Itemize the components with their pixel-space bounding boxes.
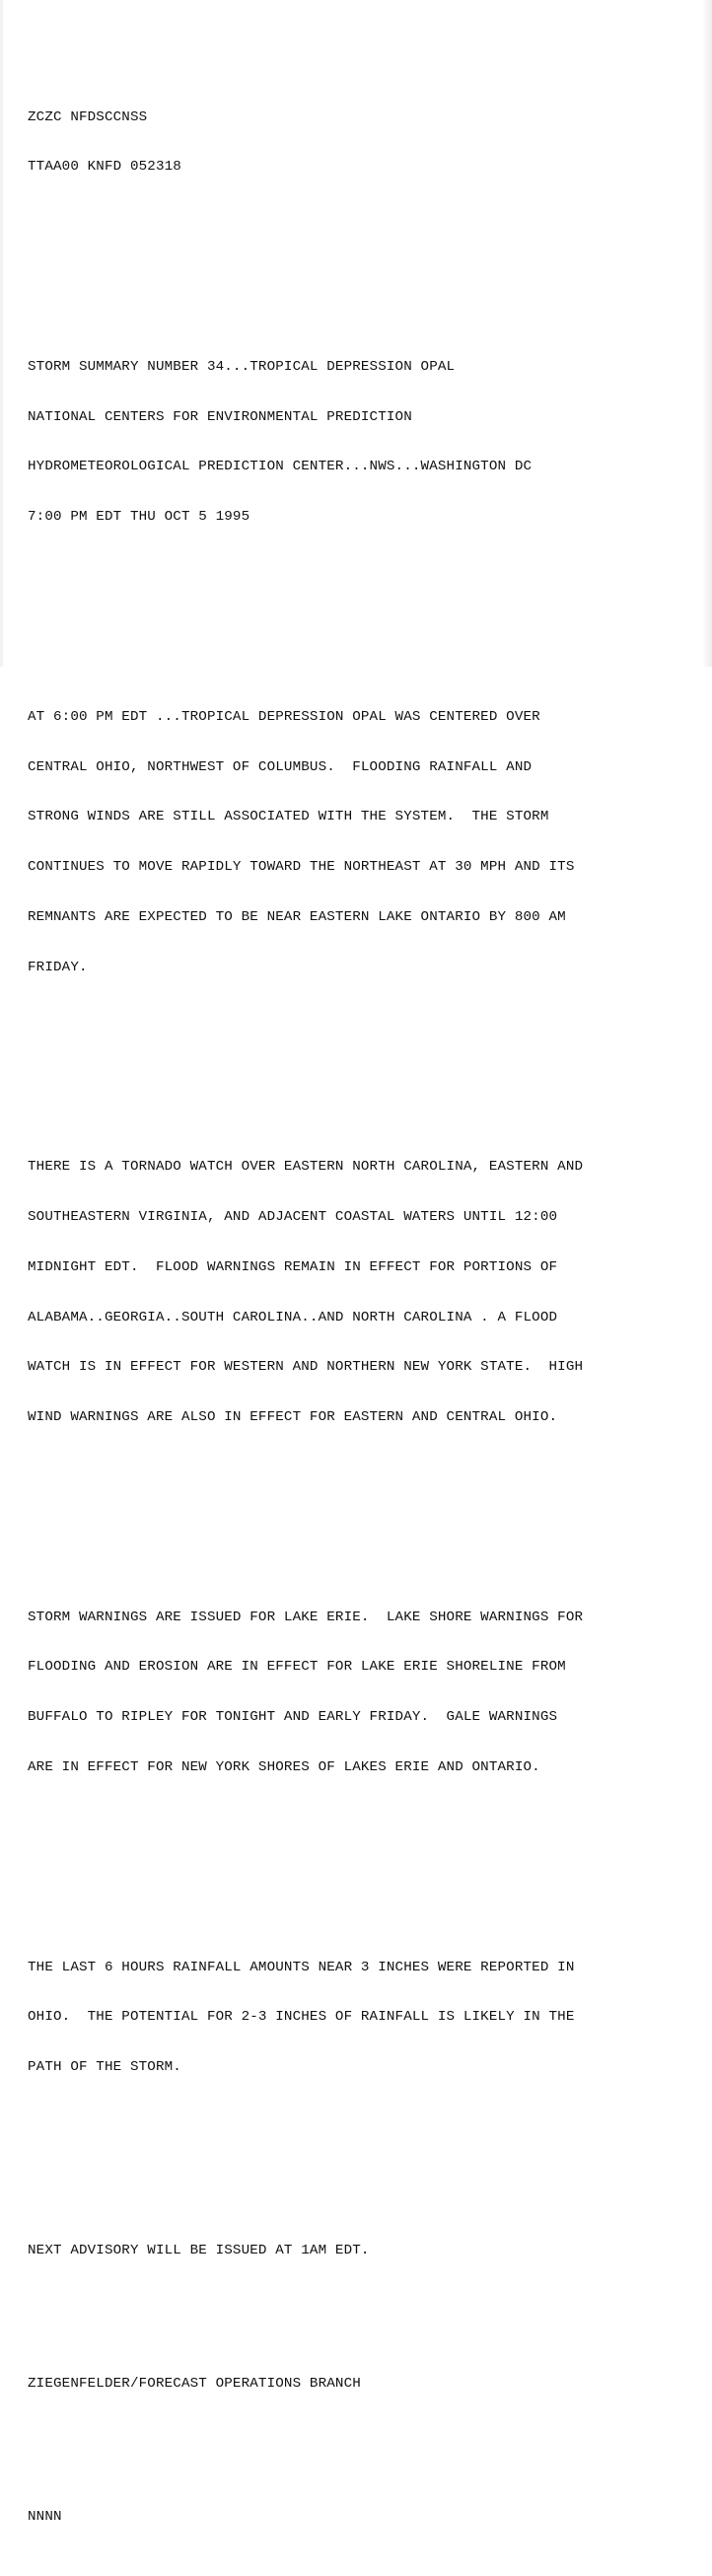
paragraph-line: AT 6:00 PM EDT ...TROPICAL DEPRESSION OPAL WAS CENTERED OVER (28, 709, 540, 726)
paragraph-line: SOUTHEASTERN VIRGINIA, AND ADJACENT COASTAL WATERS UNTIL 12:00 (28, 1209, 558, 1226)
paragraph-line: WATCH IS IN EFFECT FOR WESTERN AND NORTHERN NEW YORK STATE. HIGH (28, 1359, 584, 1376)
spacer (28, 2310, 688, 2326)
spacer (28, 2160, 688, 2193)
spacer (28, 609, 688, 626)
summary-datetime: 7:00 PM EDT THU OCT 5 1995 (28, 509, 250, 526)
spacer (28, 1509, 688, 1526)
header-line: ZCZC NFDSCCNSS (28, 108, 148, 125)
next-advisory: NEXT ADVISORY WILL BE ISSUED AT 1AM EDT. (28, 2243, 370, 2259)
paragraph-line: CENTRAL OHIO, NORTHWEST OF COLUMBUS. FLOODING RAINFALL AND (28, 758, 533, 775)
paragraph-line: CONTINUES TO MOVE RAPIDLY TOWARD THE NORTHEAST AT 30 MPH AND ITS (28, 859, 575, 876)
summary-office: HYDROMETEOROLOGICAL PREDICTION CENTER...NWS...WASHINGTON DC (28, 459, 533, 475)
summary-header (28, 325, 688, 559)
paragraph-line: OHIO. THE POTENTIAL FOR 2-3 INCHES OF RAINFALL IS LIKELY IN THE (28, 2009, 575, 2026)
spacer (28, 1859, 688, 1876)
paragraph-line: ARE IN EFFECT FOR NEW YORK SHORES OF LAKES ERIE AND ONTARIO. (28, 1758, 540, 1775)
paragraph-line: THE LAST 6 HOURS RAINFALL AMOUNTS NEAR 3 INCHES WERE REPORTED IN (28, 1959, 575, 1975)
paragraph-line: ALABAMA..GEORGIA..SOUTH CAROLINA..AND NORTH CAROLINA . A FLOOD (28, 1309, 558, 1325)
paragraph-rainfall (28, 1926, 688, 2110)
bulletin-document (28, 26, 688, 2576)
scan-edge-shadow (702, 0, 712, 667)
paragraph-line: BUFFALO TO RIPLEY FOR TONIGHT AND EARLY FRIDAY. GALE WARNINGS (28, 1709, 558, 1726)
spacer (28, 1059, 688, 1076)
paragraph-line: STRONG WINDS ARE STILL ASSOCIATED WITH THE SYSTEM. THE STORM (28, 809, 549, 825)
paragraph-line: THERE IS A TORNADO WATCH OVER EASTERN NORTH CAROLINA, EASTERN AND (28, 1159, 584, 1176)
paragraph-line: REMNANTS ARE EXPECTED TO BE NEAR EASTERN LAKE ONTARIO BY 800 AM (28, 908, 566, 925)
signature: ZIEGENFELDER/FORECAST OPERATIONS BRANCH (28, 2376, 361, 2393)
summary-agency: NATIONAL CENTERS FOR ENVIRONMENTAL PREDICTION (28, 408, 412, 425)
end-marker: NNNN (28, 2509, 62, 2526)
paragraph-line: PATH OF THE STORM. (28, 2059, 181, 2076)
paragraph-line: WIND WARNINGS ARE ALSO IN EFFECT FOR EASTERN AND CENTRAL OHIO. (28, 1408, 558, 1425)
spacer (28, 2443, 688, 2460)
spacer (28, 259, 688, 276)
summary-title: STORM SUMMARY NUMBER 34...TROPICAL DEPRESSION OPAL (28, 359, 456, 376)
transmission-header (28, 76, 688, 209)
paragraph-watches (28, 1126, 688, 1460)
paragraph-line: STORM WARNINGS ARE ISSUED FOR LAKE ERIE. LAKE SHORE WARNINGS FOR (28, 1609, 584, 1625)
paragraph-lake-warnings (28, 1576, 688, 1810)
header-line: TTAA00 KNFD 052318 (28, 159, 181, 176)
paragraph-line: FRIDAY. (28, 959, 88, 975)
paragraph-line: FLOODING AND EROSION ARE IN EFFECT FOR LAKE ERIE SHORELINE FROM (28, 1659, 566, 1676)
paragraph-line: MIDNIGHT EDT. FLOOD WARNINGS REMAIN IN EFFECT FOR PORTIONS OF (28, 1258, 558, 1275)
paragraph-position (28, 676, 688, 1009)
